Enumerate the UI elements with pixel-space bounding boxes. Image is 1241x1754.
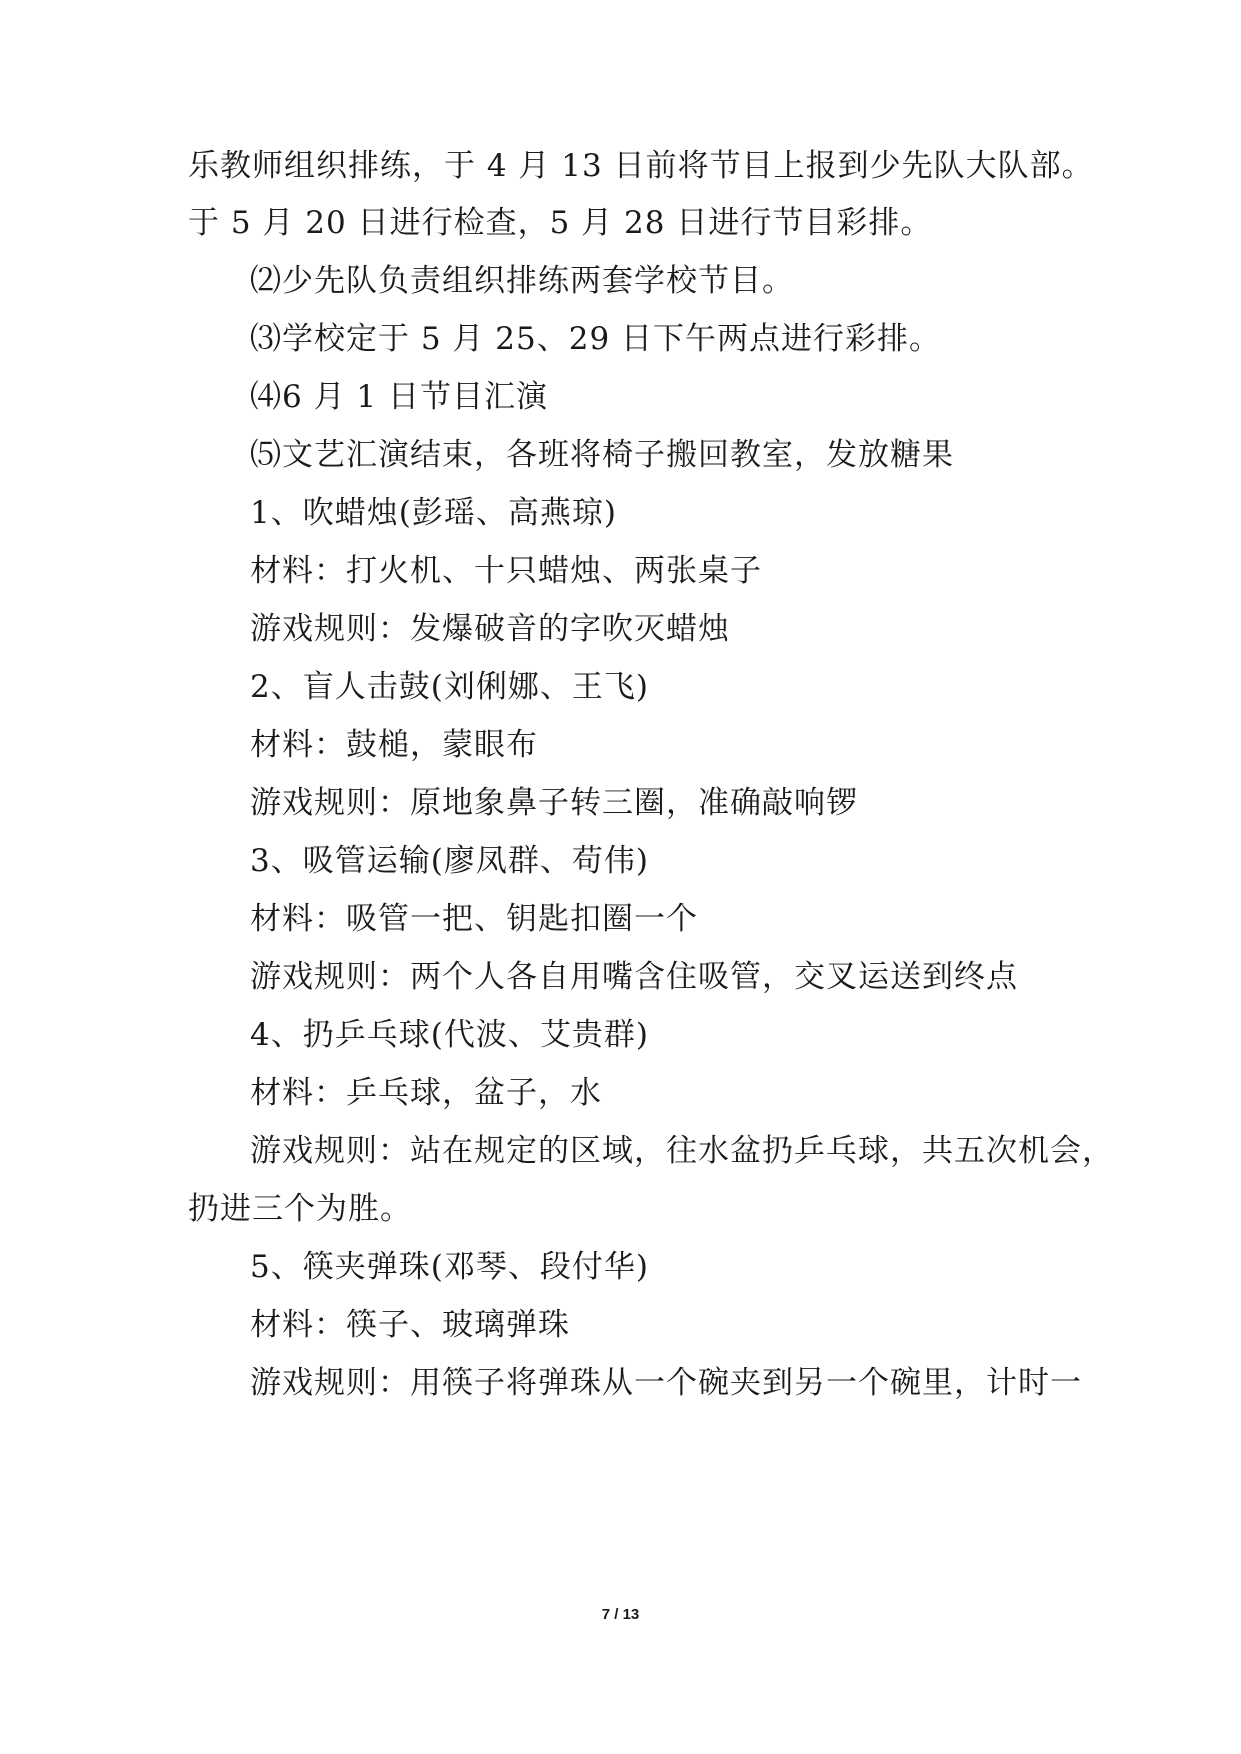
item-heading: 1、吹蜡烛(彭瑶、高燕琼) (250, 495, 617, 531)
text-line: ⑶学校定于 5 月 25、29 日下午两点进行彩排。 (250, 321, 942, 357)
text-line: 游戏规则：站在规定的区域，往水盆扔乒乓球，共五次机会， (250, 1133, 1114, 1169)
text-line: 于 5 月 20 日进行检查，5 月 28 日进行节目彩排。 (188, 205, 933, 241)
item-heading: 3、吸管运输(廖凤群、苟伟) (250, 843, 649, 879)
item-heading: 2、盲人击鼓(刘俐娜、王飞) (250, 669, 649, 705)
item-heading: 5、筷夹弹珠(邓琴、段付华) (250, 1249, 649, 1285)
text-line: 材料：鼓槌，蒙眼布 (250, 727, 538, 763)
text-line: 游戏规则：两个人各自用嘴含住吸管，交叉运送到终点 (250, 959, 1018, 995)
text-line: 游戏规则：发爆破音的字吹灭蜡烛 (250, 611, 730, 647)
text-line: 材料：筷子、玻璃弹珠 (250, 1307, 570, 1343)
item-heading: 4、扔乒乓球(代波、艾贵群) (250, 1017, 649, 1053)
text-line: ⑵少先队负责组织排练两套学校节目。 (250, 263, 794, 299)
text-line: 材料：吸管一把、钥匙扣圈一个 (250, 901, 698, 937)
text-line: 材料：乒乓球，盆子，水 (250, 1075, 602, 1111)
text-line: ⑸文艺汇演结束，各班将椅子搬回教室，发放糖果 (250, 437, 954, 473)
text-line: ⑷6 月 1 日节目汇演 (250, 379, 549, 415)
page-number: 7 / 13 (601, 1606, 640, 1623)
text-line: 游戏规则：用筷子将弹珠从一个碗夹到另一个碗里，计时一 (250, 1365, 1082, 1401)
text-line: 乐教师组织排练，于 4 月 13 日前将节目上报到少先队大队部。 (188, 148, 1094, 184)
text-line: 游戏规则：原地象鼻子转三圈，准确敲响锣 (250, 785, 858, 821)
text-line: 扔进三个为胜。 (188, 1191, 412, 1227)
text-line: 材料：打火机、十只蜡烛、两张桌子 (250, 553, 762, 589)
